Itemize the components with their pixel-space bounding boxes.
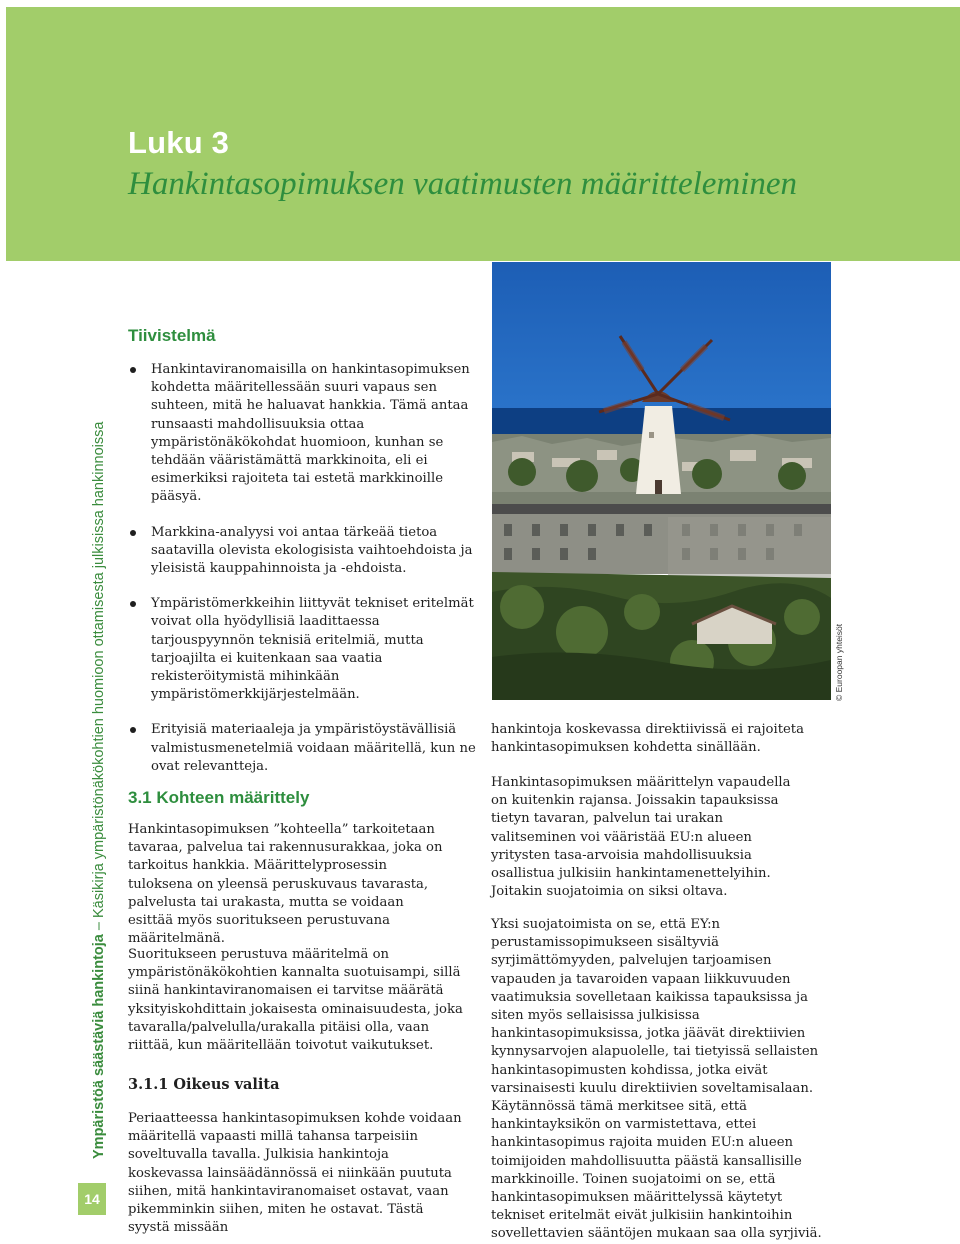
section-3-1-paragraph-1: Hankintasopimuksen ”kohteella” tarkoitetaan tavaraa, palvelua tai rakennusurakkaa, joka on tarkoitus hankkia. Määrittelyprosessin tuloksena on yleensä peruskuvaus tavarasta, palvelusta tai urakasta, mutta se voidaan esittää myös suoritukseen perustuvana määritelmänä. (128, 822, 443, 947)
section-3-1-paragraph-2: Suoritukseen perustuva määritelmä on ympäristönäkökohtien kannalta suotuisampi, sillä siinä hankintaviranomaisen ei tarvitse määrätä yksityiskohdittain jokaisesta ominaisuudesta, joka tavaralla/palvelulla/urakalla pitäisi olla, vaan riittää, kun määritellään toivotut vaikutukset. (128, 947, 463, 1054)
right-column-paragraph-2: Hankintasopimuksen määrittelyn vapaudella on kuitenkin rajansa. Joissakin tapauksissa tietyn tavaran, palvelun tai urakan valitseminen voi vääristää EU:n alueen yritysten tasa-arvoisia mahdollisuuksia osallistua julkisiin hankintamenettelyihin. Joitakin suojatoimia on siksi oltava. (491, 775, 791, 900)
right-column-paragraph-1: hankintoja koskevassa direktiivissä ei rajoiteta hankintasopimuksen kohdetta sinällään. (491, 722, 804, 756)
page-number: 14 (78, 1183, 106, 1215)
section-3-1-1-paragraph: Periaatteessa hankintasopimuksen kohde voidaan määritellä vapaasti millä tahansa tarpeisiin soveltuvalla tavalla. Julkisia hankintoja koskevassa lainsäädännössä ei niinkään puututa siihen, mitä hankintaviranomaiset ostavat, vaan pikemminkin siihen, miten he ostavat. Tästä syystä missään (128, 1111, 462, 1236)
sidebar-title-bold: Ympäristöä säästäviä hankintoja (91, 934, 107, 1159)
summary-bullet: Markkina-analyysi voi antaa tärkeää tietoa saatavilla olevista ekologisista vaihtoehdoista ja yleisistä kauppahinnoista ja -ehdoista. (128, 524, 478, 579)
sidebar-running-title (79, 388, 107, 1168)
windmill-photo (492, 262, 831, 700)
chapter-number: Luku 3 (128, 125, 230, 160)
summary-bullet: Ympäristömerkkeihin liittyvät tekniset eritelmät voivat olla hyödyllisiä laadittaessa tarjouspyynnön teknisiä eritelmiä, mutta tarjoajilta ei kuitenkaan saa vaatia rekisteröitymistä mihinkään ympäristömerkkijärjestelmään. (128, 595, 478, 704)
summary-bullet: Hankintaviranomaisilla on hankintasopimuksen kohdetta määritellessään suuri vapaus sen suhteen, mitä he haluavat hankkia. Tämä antaa runsaasti mahdollisuuksia ottaa ympäristönäkökohdat huomioon, kunhan se tehdään vääristämättä markkinoita, eli ei esimerkiksi rajoiteta tai estetä markkinoille pääsyä. (128, 361, 478, 507)
chapter-title: Hankintasopimuksen vaatimusten määritteleminen (128, 166, 798, 202)
photo-credit: © Euroopan yhteisöt (834, 623, 844, 701)
summary-heading: Tiivistelmä (128, 326, 216, 345)
section-heading-3-1-1: 3.1.1 Oikeus valita (128, 1076, 280, 1093)
section-heading-3-1: 3.1 Kohteen määrittely (128, 788, 310, 807)
right-column-paragraph-3: Yksi suojatoimista on se, että EY:n perustamissopimukseen sisältyviä syrjimättömyyden, palvelujen tarjoamisen vapauden ja tavaroiden vapaan liikkuvuuden vaatimuksia sovelletaan kaikissa tapauksissa ja siten myös sellaisissa julkisissa hankintasopimuksissa, jotka jäävät direktiivien kynnysarvojen alapuolelle, tai tietyissä sellaisten hankintasopimusten kohdissa, jotka eivät varsinaisesti kuulu direktiivien soveltamisalaan. Käytännössä tämä merkitsee sitä, että hankintayksikön on varmistettava, ettei hankintasopimus rajoita muiden EU:n alueen toimijoiden mahdollisuutta päästä kansallisille markkinoille. Toinen suojatoimi on se, että hankintasopimuksen määrittelyssä käytetyt tekniset eritelmät eivät julkisiin hankintoihin sovellettavien sääntöjen mukaan saa olla syrjiviä. (491, 917, 822, 1242)
sidebar-title-rest: – Käsikirja ympäristönäkökohtien huomioon ottamisesta julkisissa hankinnoissa (91, 421, 107, 935)
summary-bullet: Erityisiä materiaaleja ja ympäristöystävällisiä valmistusmenetelmiä voidaan määritellä, kun ne ovat relevantteja. (128, 721, 478, 776)
summary-list (128, 361, 478, 793)
